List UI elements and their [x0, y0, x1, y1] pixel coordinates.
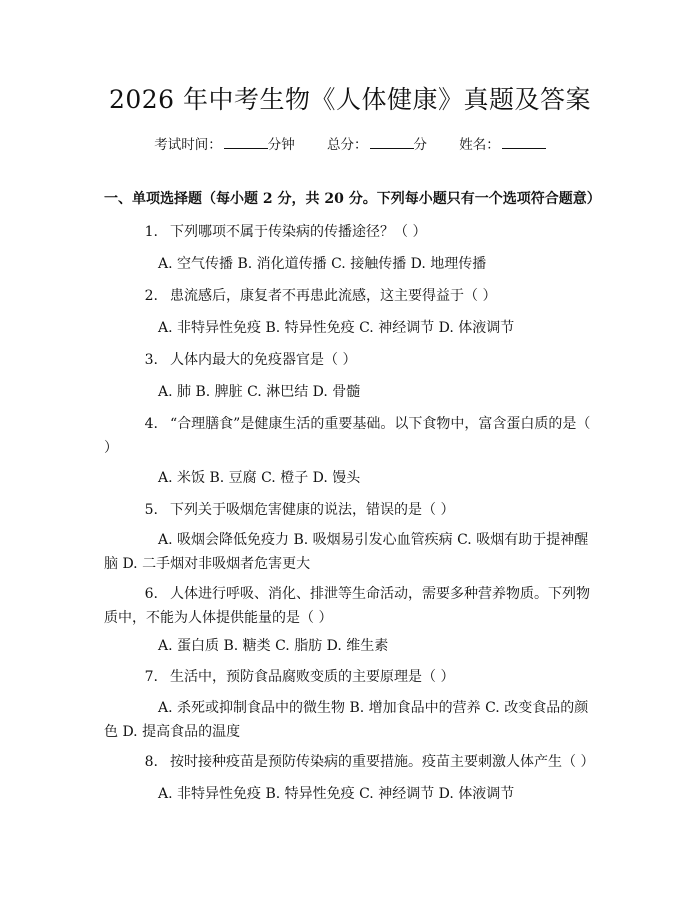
question-text: 患流感后，康复者不再患此流感，这主要得益于（ ）: [170, 288, 497, 304]
section-heading: 一、单项选择题（每小题 2 分，共 20 分。下列每小题只有一个选项符合题意）: [104, 191, 601, 207]
options-text: A. 米饭 B. 豆腐 C. 橙子 D. 馒头: [158, 470, 361, 486]
document-title: 2026 年中考生物《人体健康》真题及答案: [108, 85, 592, 114]
question-3: [104, 348, 596, 372]
question-6: [104, 582, 596, 630]
score-field: [327, 137, 427, 153]
options-text: A. 空气传播 B. 消化道传播 C. 接触传播 D. 地理传播: [158, 256, 487, 272]
exam-meta: [0, 133, 700, 153]
question-4: [104, 412, 596, 460]
question-number: 3.: [144, 352, 158, 368]
options-2: [104, 316, 596, 340]
name-field: [459, 137, 546, 153]
score-blank: [370, 136, 414, 149]
question-7: [104, 665, 596, 689]
options-5: [104, 528, 596, 576]
time-label: 考试时间：: [154, 137, 222, 153]
question-number: 8.: [144, 754, 158, 770]
options-4: [104, 466, 596, 490]
name-blank: [502, 136, 546, 149]
time-unit: 分钟: [267, 137, 295, 153]
question-number: 1.: [144, 224, 158, 240]
question-text: 下列关于吸烟危害健康的说法，错误的是（ ）: [170, 502, 455, 518]
question-text: 下列哪项不属于传染病的传播途径？（ ）: [170, 224, 427, 240]
time-field: [154, 137, 295, 153]
score-unit: 分: [413, 137, 427, 153]
question-number: 6.: [144, 586, 158, 602]
options-8: [104, 782, 596, 806]
options-text: A. 非特异性免疫 B. 特异性免疫 C. 神经调节 D. 体液调节: [158, 786, 515, 802]
question-8: [104, 750, 596, 774]
options-text: A. 非特异性免疫 B. 特异性免疫 C. 神经调节 D. 体液调节: [158, 320, 515, 336]
question-2: [104, 284, 596, 308]
question-number: 7.: [144, 669, 158, 685]
question-number: 5.: [144, 502, 158, 518]
time-blank: [224, 136, 268, 149]
question-text: 人体内最大的免疫器官是（ ）: [170, 352, 357, 368]
name-label: 姓名：: [459, 137, 500, 153]
question-1: [104, 220, 596, 244]
question-text: “合理膳食”是健康生活的重要基础。以下食物中，富含蛋白质的是（ ）: [104, 416, 591, 456]
score-label: 总分：: [327, 137, 368, 153]
question-number: 4.: [144, 416, 158, 432]
question-text: 人体进行呼吸、消化、排泄等生命活动，需要多种营养物质。下列物质中，不能为人体提供能量的是（ ）: [104, 586, 590, 626]
options-1: [104, 252, 596, 276]
options-text: A. 杀死或抑制食品中的微生物 B. 增加食品中的营养 C. 改变食品的颜色 D. 提高食品的温度: [104, 700, 589, 740]
options-7: [104, 696, 596, 744]
options-text: A. 肺 B. 脾脏 C. 淋巴结 D. 骨髓: [158, 384, 361, 400]
options-text: A. 吸烟会降低免疫力 B. 吸烟易引发心血管疾病 C. 吸烟有助于提神醒脑 D. 二手烟对非吸烟者危害更大: [104, 532, 589, 572]
question-number: 2.: [144, 288, 158, 304]
options-3: [104, 380, 596, 404]
options-6: [104, 634, 596, 658]
question-text: 生活中，预防食品腐败变质的主要原理是（ ）: [170, 669, 455, 685]
options-text: A. 蛋白质 B. 糖类 C. 脂肪 D. 维生素: [158, 638, 389, 654]
question-text: 按时接种疫苗是预防传染病的重要措施。疫苗主要刺激人体产生（ ）: [170, 754, 595, 770]
question-5: [104, 498, 596, 522]
